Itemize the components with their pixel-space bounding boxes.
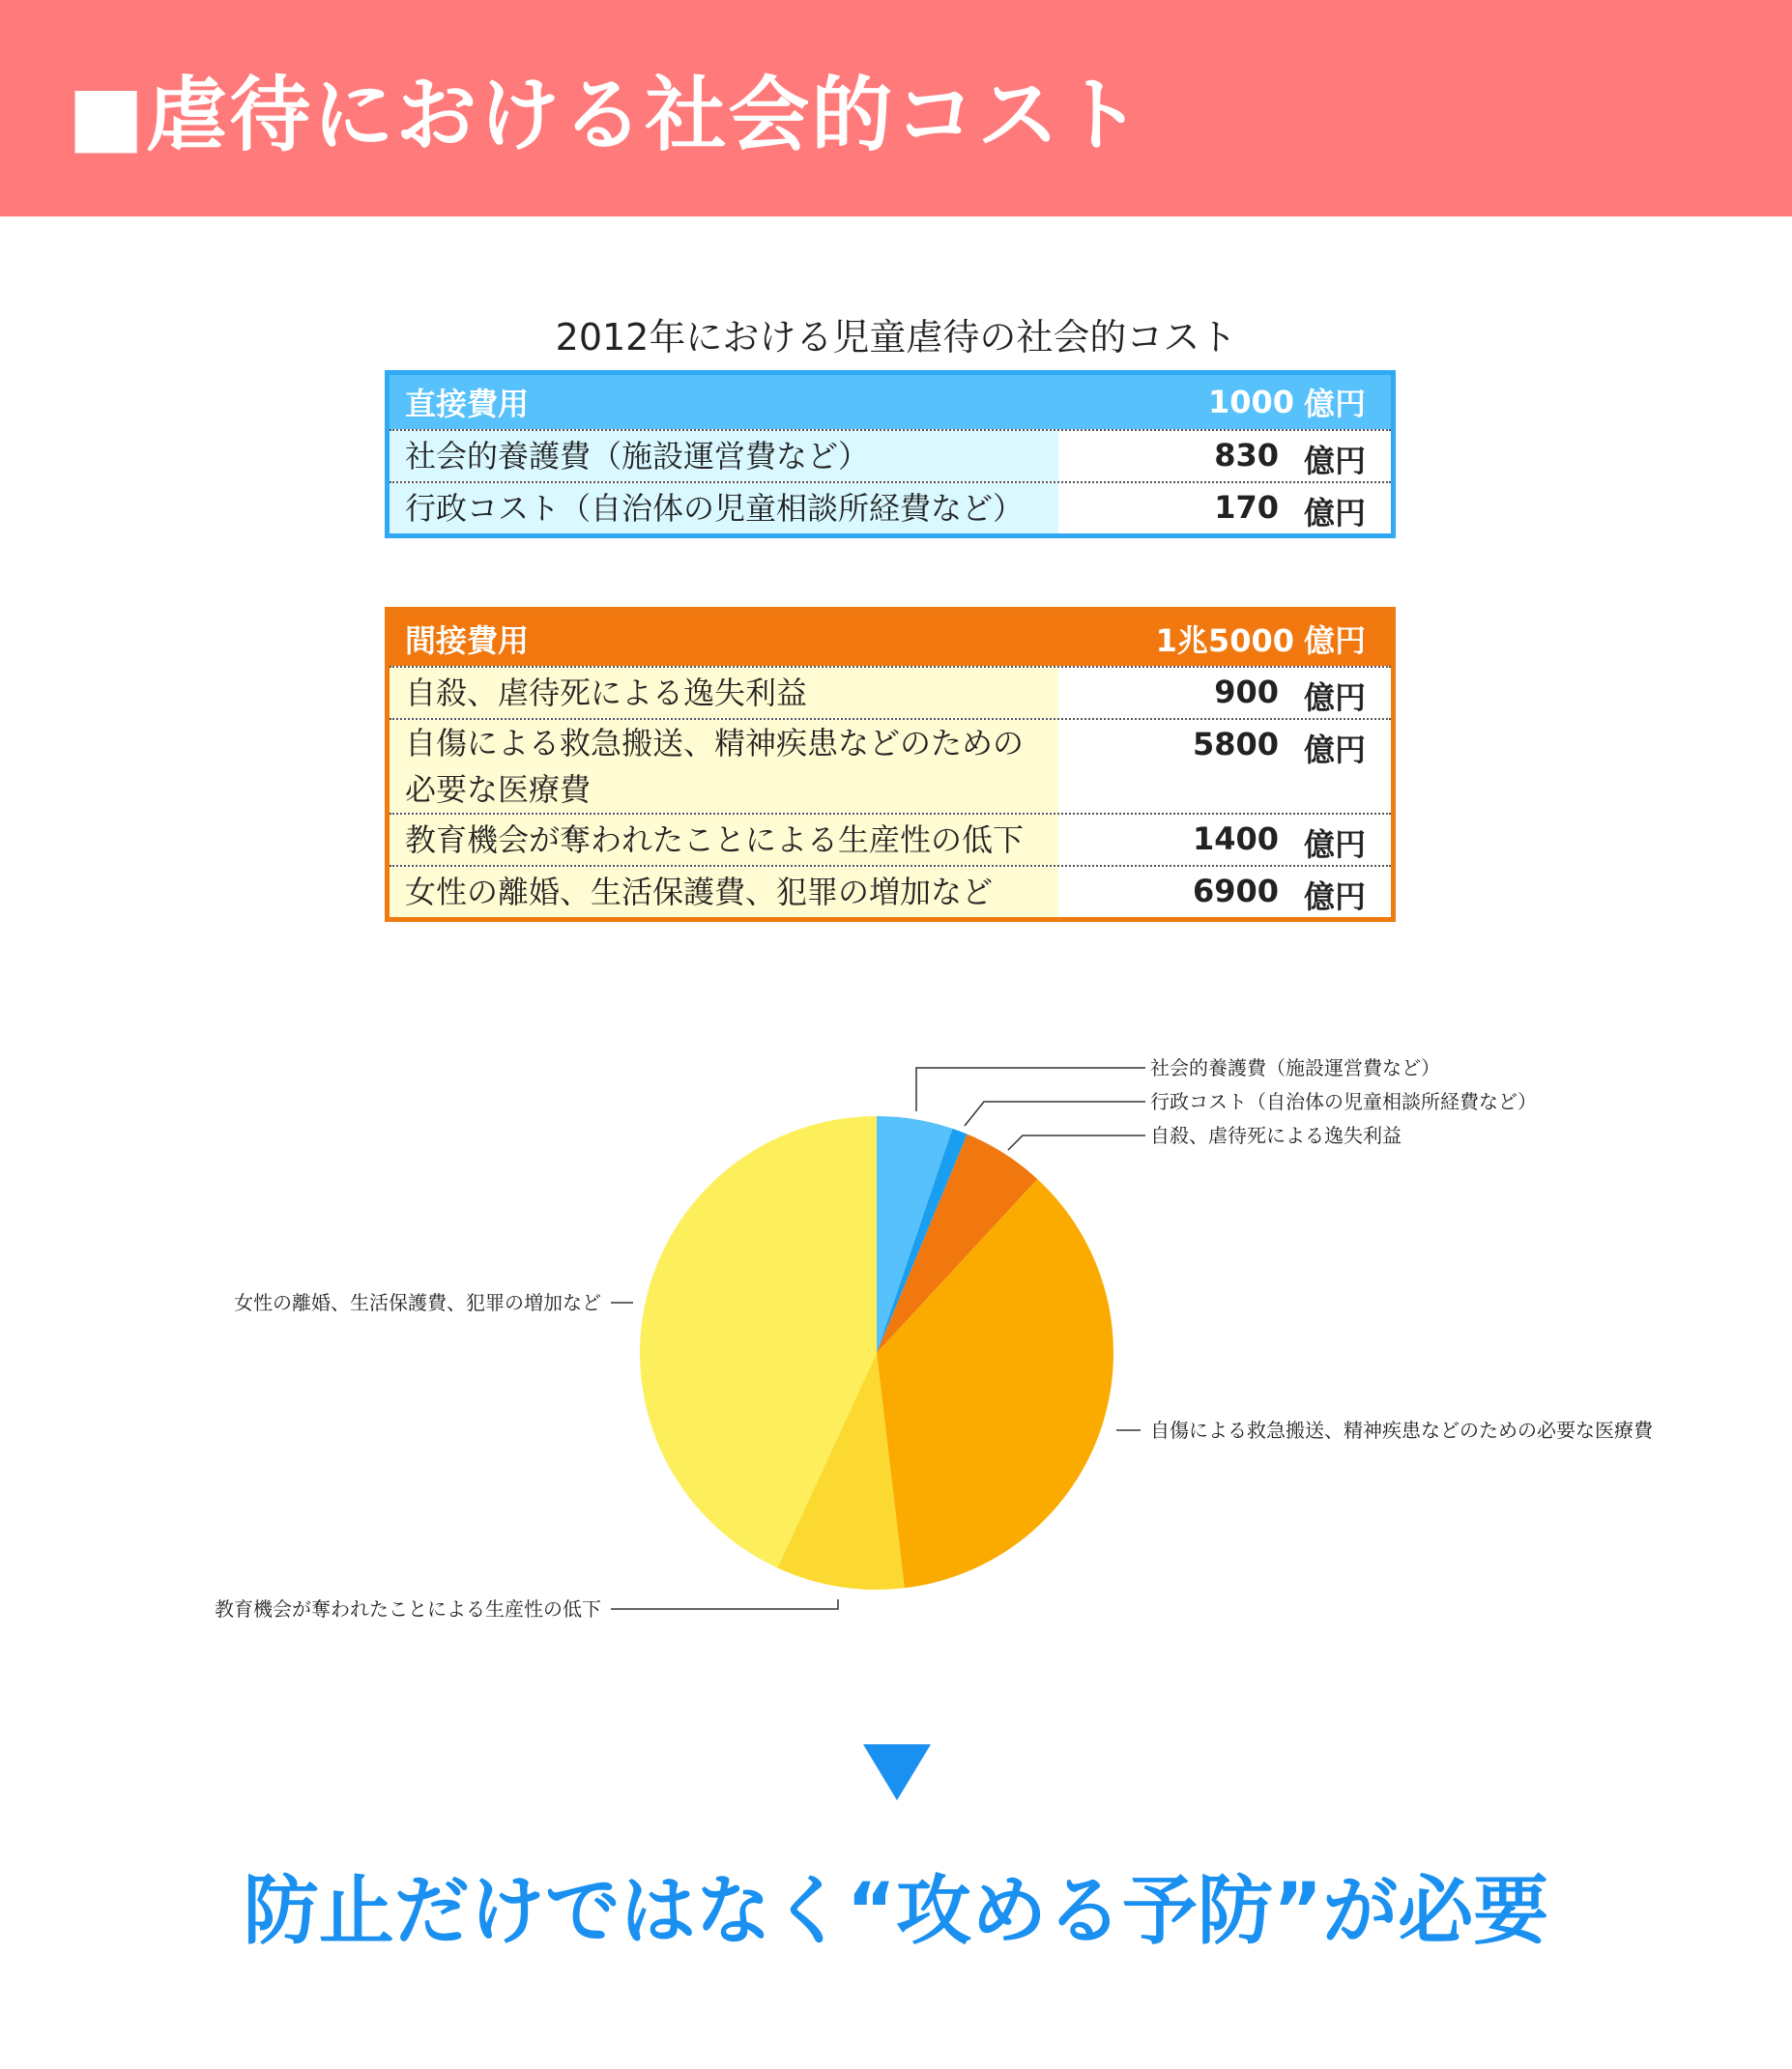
row-value: 830 bbox=[1214, 437, 1279, 474]
slice-label-1: 社会的養護費（施設運営費など） bbox=[1150, 1056, 1440, 1079]
slice-label-4: 自傷による救急搬送、精神疾患などのための必要な医療費 bbox=[1150, 1419, 1653, 1442]
row-value: 1400 bbox=[1192, 820, 1279, 857]
direct-cost-table bbox=[385, 370, 1396, 538]
direct-cost-label: 直接費用 bbox=[405, 386, 530, 422]
row-label: 教育機会が奪われたことによる生産性の低下 bbox=[390, 815, 1058, 865]
row-unit: 億円 bbox=[1304, 826, 1367, 863]
indirect-cost-total: 1兆5000 bbox=[1155, 622, 1294, 659]
row-label: 自傷による救急搬送、精神疾患などのための必要な医療費 bbox=[390, 720, 1058, 813]
row-value: 900 bbox=[1214, 674, 1279, 710]
indirect-cost-header bbox=[390, 612, 1391, 666]
slice-label-3: 自殺、虐待死による逸失利益 bbox=[1150, 1124, 1402, 1147]
table-row bbox=[390, 813, 1391, 865]
conclusion-text: 防止だけではなく“攻める予防”が必要 bbox=[243, 1868, 1549, 1955]
callout-line-3 bbox=[1008, 1135, 1145, 1150]
row-unit: 億円 bbox=[1304, 679, 1367, 716]
table-row bbox=[390, 481, 1391, 533]
row-unit: 億円 bbox=[1304, 495, 1367, 532]
title-banner bbox=[0, 0, 1792, 216]
callout-line-5 bbox=[611, 1599, 838, 1609]
down-arrow-icon bbox=[863, 1744, 931, 1800]
indirect-cost-table bbox=[385, 607, 1396, 922]
direct-cost-unit: 億円 bbox=[1304, 386, 1367, 422]
table-row bbox=[390, 865, 1391, 917]
row-label: 自殺、虐待死による逸失利益 bbox=[390, 668, 1058, 718]
row-unit: 億円 bbox=[1304, 732, 1367, 768]
page-title: ■虐待における社会的コスト bbox=[68, 68, 1144, 162]
indirect-cost-unit: 億円 bbox=[1304, 622, 1367, 659]
slice-label-5: 教育機会が奪われたことによる生産性の低下 bbox=[215, 1597, 601, 1621]
row-value: 170 bbox=[1214, 489, 1279, 526]
row-value: 5800 bbox=[1192, 726, 1279, 762]
table-row bbox=[390, 666, 1391, 718]
indirect-cost-label: 間接費用 bbox=[405, 622, 530, 659]
table-row bbox=[390, 718, 1391, 813]
row-label: 行政コスト（自治体の児童相談所経費など） bbox=[390, 483, 1058, 533]
table-caption: 2012年における児童虐待の社会的コスト bbox=[555, 316, 1237, 359]
slice-label-6: 女性の離婚、生活保護費、犯罪の増加など bbox=[234, 1291, 601, 1314]
row-label: 社会的養護費（施設運営費など） bbox=[390, 431, 1058, 481]
row-unit: 億円 bbox=[1304, 878, 1367, 915]
slice-label-2: 行政コスト（自治体の児童相談所経費など） bbox=[1150, 1090, 1537, 1113]
table-row bbox=[390, 429, 1391, 481]
callout-line-1 bbox=[916, 1068, 1145, 1111]
direct-cost-total: 1000 bbox=[1207, 384, 1294, 420]
callout-line-2 bbox=[965, 1102, 1145, 1126]
row-value: 6900 bbox=[1192, 873, 1279, 909]
pie-chart bbox=[0, 1024, 1792, 1662]
row-unit: 億円 bbox=[1304, 443, 1367, 479]
direct-cost-header bbox=[390, 375, 1391, 429]
row-label: 女性の離婚、生活保護費、犯罪の増加など bbox=[390, 867, 1058, 917]
